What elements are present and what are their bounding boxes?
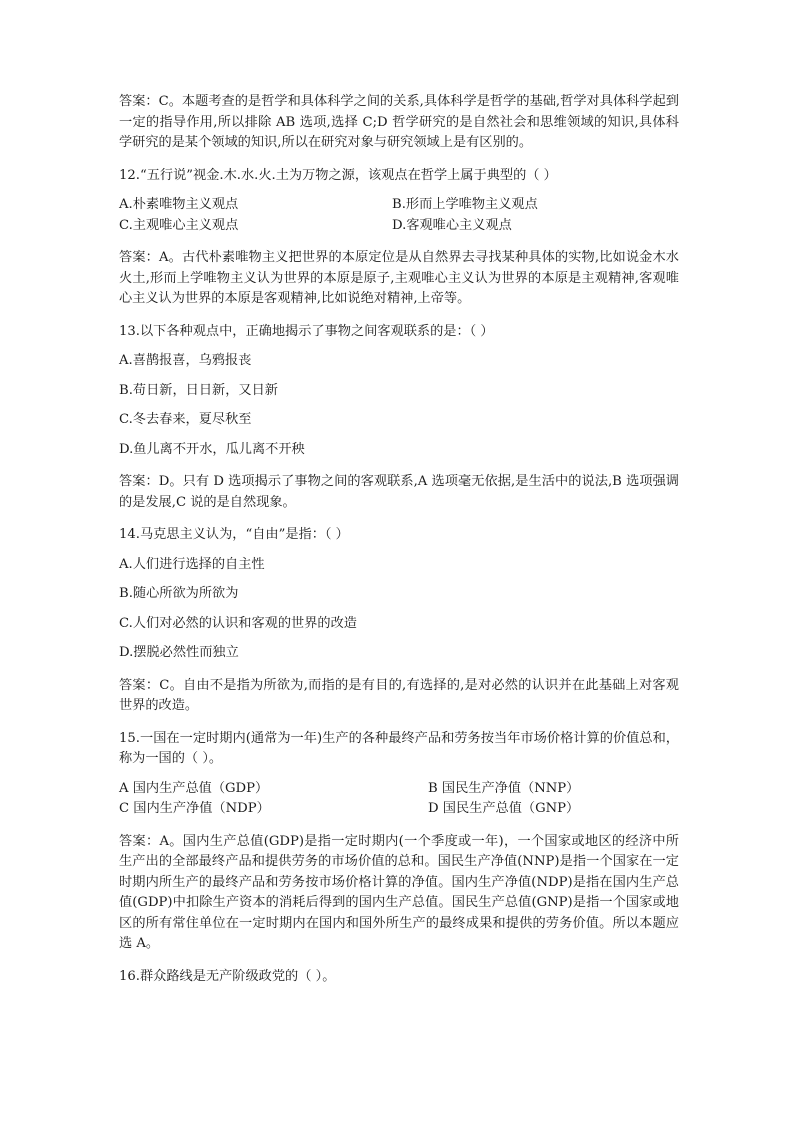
q14-option-a: A.人们进行选择的自主性 — [119, 556, 265, 572]
q14-option-b: B.随心所欲为所欲为 — [119, 586, 239, 601]
q12-option-b: B.形而上学唯物主义观点 — [392, 197, 538, 212]
q13-answer: 答案：D。只有 D 选项揭示了事物之间的客观联系,A 选项毫无依据,是生活中的说法,B 选项强调的是发展,C 说的是自然现象。 — [119, 474, 679, 510]
document-page — [119, 92, 679, 987]
q12-option-d: D.客观唯心主义观点 — [392, 217, 512, 233]
q16-question: 16.群众路线是无产阶级政党的（ ）。 — [119, 968, 336, 984]
q15-question: 15.一国在一定时期内(通常为一年)生产的各种最终产品和劳务按当年市场价格计算的价值总和，称为一国的（ ）。 — [119, 730, 679, 766]
q13-option-c: C.冬去春来，夏尽秋至 — [119, 412, 252, 427]
q15-option-d: D 国民生产总值（GNP） — [428, 801, 580, 816]
q14-option-d: D.摆脱必然性而独立 — [119, 645, 239, 660]
q12-options — [119, 195, 679, 236]
q12-option-a: A.朴素唯物主义观点 — [119, 197, 239, 212]
q14-answer: 答案：C。自由不是指为所欲为,而指的是有目的,有选择的,是对必然的认识并在此基础上对客观世界的改造。 — [119, 677, 679, 713]
q14-question: 14.马克思主义认为，“自由”是指：（ ） — [119, 527, 349, 542]
q15-option-c: C 国内生产净值（NDP） — [119, 801, 270, 816]
q14-option-c: C.人们对必然的认识和客观的世界的改造 — [119, 615, 357, 631]
q13-option-d: D.鱼儿离不开水，瓜儿离不开秧 — [119, 441, 305, 457]
q15-option-a: A 国内生产总值（GDP） — [119, 780, 269, 796]
q11-answer: 答案：C。本题考查的是哲学和具体科学之间的关系,具体科学是哲学的基础,哲学对具体科学起到一定的指导作用,所以排除 AB 选项,选择 C;D 哲学研究的是自然社会和思维领域的知识,具体科学研究的是某个领域的知识,所以在研究对象与研究领域上是有区别的。 — [119, 94, 679, 150]
q12-question: 12.“五行说”视金.木.水.火.土为万物之源，该观点在哲学上属于典型的（ ） — [119, 167, 557, 183]
q12-answer: 答案：A。古代朴素唯物主义把世界的本原定位是从自然界去寻找某种具体的实物,比如说金木水火土,形而上学唯物主义认为世界的本原是原子,主观唯心主义认为世界的本原是主观精神,客观唯心主义认为世界的本原是客观精神,比如说绝对精神,上帝等。 — [119, 250, 679, 306]
q15-answer: 答案：A。国内生产总值(GDP)是指一定时期内(一个季度或一年)，一个国家或地区的经济中所生产出的全部最终产品和提供劳务的市场价值的总和。国民生产净值(NNP)是指一个国家在一定时期内所生产的最终产品和劳务按市场价格计算的净值。国内生产净值(NDP)是指在国内生产总值(GDP)中扣除生产资本的消耗后得到的国内生产总值。国民生产总值(GNP)是指一个国家或地区的所有常住单位在一定时期内在国内和国外所生产的最终成果和提供的劳务价值。所以本题应选 A。 — [119, 833, 679, 951]
q13-option-a: A.喜鹊报喜，乌鸦报丧 — [119, 353, 252, 368]
q13-question: 13.以下各种观点中，正确地揭示了事物之间客观联系的是：（ ） — [119, 323, 494, 339]
q15-option-b: B 国民生产净值（NNP） — [428, 780, 580, 796]
q12-option-c: C.主观唯心主义观点 — [119, 217, 239, 233]
q15-options — [119, 779, 679, 820]
q13-option-b: B.苟日新，日日新，又日新 — [119, 382, 278, 398]
